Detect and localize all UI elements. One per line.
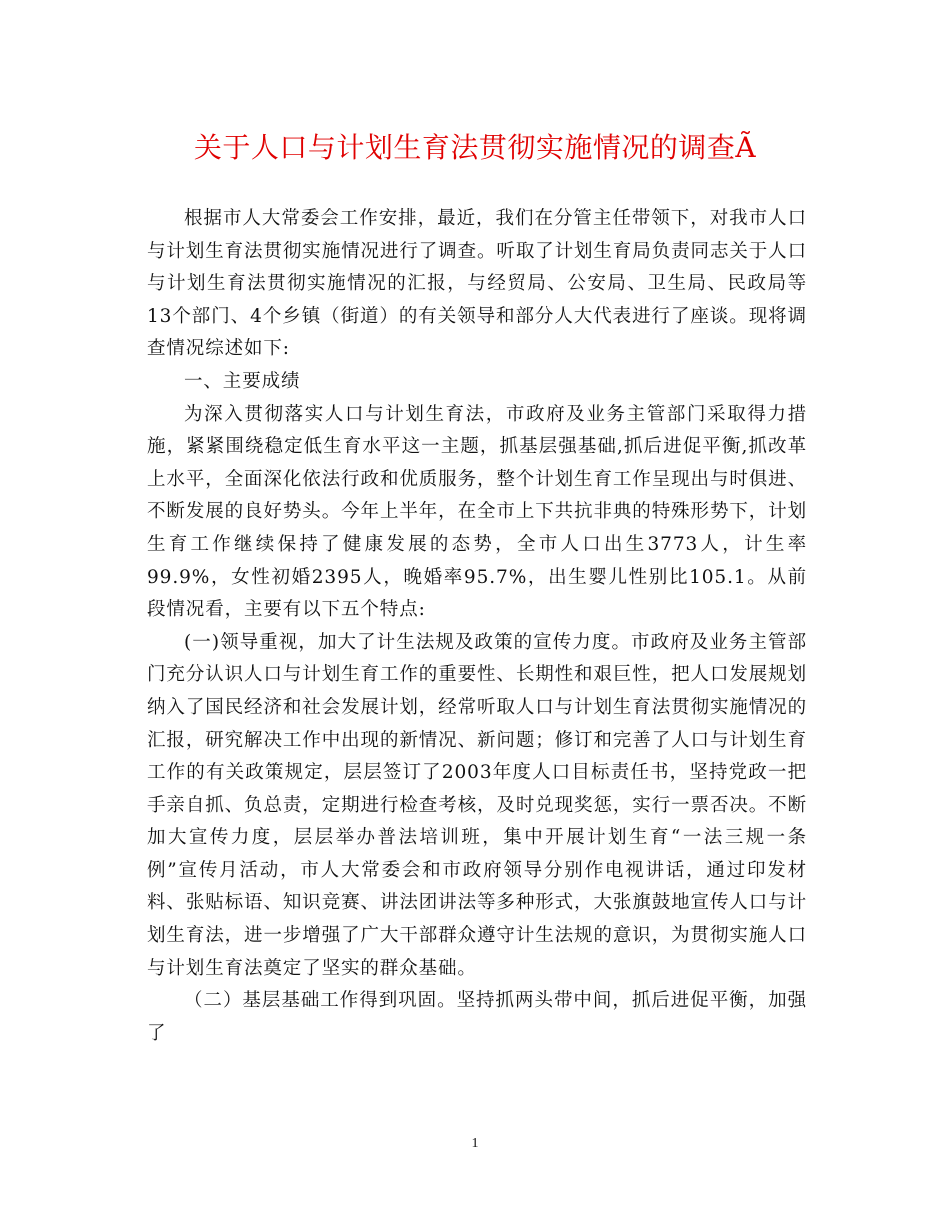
page-number: 1 (471, 1136, 479, 1151)
point-two-paragraph: （二）基层基础工作得到巩固。坚持抓两头带中间，抓后进促平衡，加强了 (147, 990, 807, 1044)
section-heading: 一、主要成绩 (184, 370, 301, 392)
achievements-paragraph: 为深入贯彻落实人口与计划生育法，市政府及业务主管部门采取得力措施，紧紧围绕稳定低生育水平这一主题，抓基层强基础,抓后进促平衡,抓改革上水平，全面深化依法行政和优质服务，整个计划生育工作呈现出与时俱进、不断发展的良好势头。今年上半年，在全市上下共抗非典的特殊形势下，计划生育工作继续保持了健康发展的态势，全市人口出生3773人，计生率99.9%，女性初婚2395人，晚婚率95.7%，出生婴儿性别比105.1。从前段情况看，主要有以下五个特点: (147, 403, 807, 621)
document-title: 关于人口与计划生育法贯彻实施情况的调查Ã (193, 131, 757, 164)
document-body (147, 203, 807, 1050)
point-one-paragraph: (一)领导重视，加大了计生法规及政策的宣传力度。市政府及业务主管部门充分认识人口与计划生育工作的重要性、长期性和艰巨性，把人口发展规划纳入了国民经济和社会发展计划，经常听取人口与计划生育法贯彻实施情况的汇报，研究解决工作中出现的新情况、新问题；修订和完善了人口与计划生育工作的有关政策规定，层层签订了2003年度人口目标责任书，坚持党政一把手亲自抓、负总责，定期进行检查考核，及时兑现奖惩，实行一票否决。不断加大宣传力度，层层举办普法培训班，集中开展计划生育“一法三规一条例”宣传月活动，市人大常委会和市政府领导分别作电视讲话，通过印发材料、张贴标语、知识竞赛、讲法团讲法等多种形式，大张旗鼓地宣传人口与计划生育法，进一步增强了广大干部群众遵守计生法规的意识，为贯彻实施人口与计划生育法奠定了坚实的群众基础。 (147, 631, 807, 979)
intro-paragraph: 根据市人大常委会工作安排，最近，我们在分管主任带领下，对我市人口与计划生育法贯彻实施情况进行了调查。听取了计划生育局负责同志关于人口与计划生育法贯彻实施情况的汇报，与经贸局、公安局、卫生局、民政局等13个部门、4个乡镇（街道）的有关领导和部分人大代表进行了座谈。现将调查情况综述如下: (147, 208, 807, 360)
